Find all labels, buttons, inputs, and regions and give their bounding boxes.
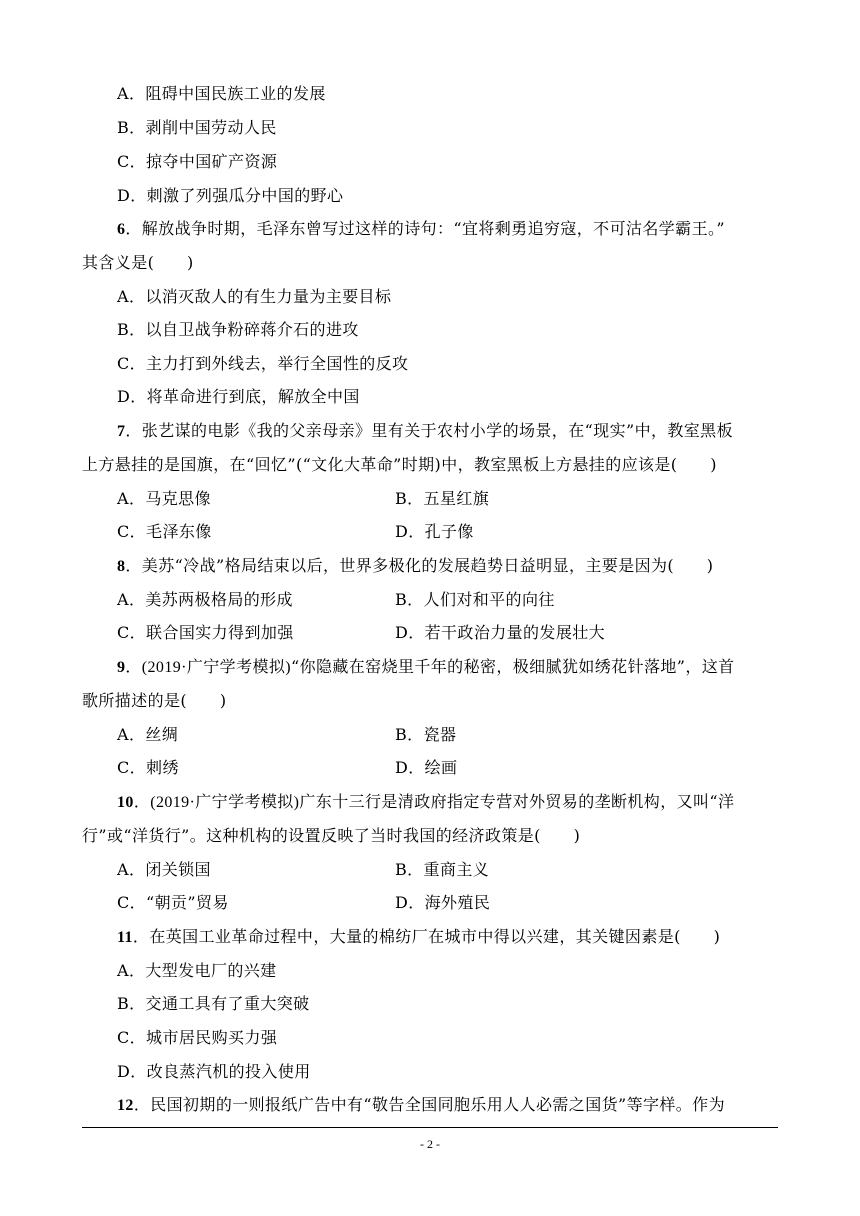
- q7-stem-line1: 7．张艺谋的电影《我的父亲母亲》里有关于农村小学的场景，在“现实”中，教室黑板: [117, 421, 733, 440]
- q7-option-b: B．五星红旗: [395, 489, 490, 508]
- q7-stem-line2: 上方悬挂的是国旗，在“回忆”(“文化大革命”时期)中，教室黑板上方悬挂的应该是( ): [82, 455, 717, 474]
- q7-option-c: C．毛泽东像: [117, 522, 212, 541]
- q11-option-d: D．改良蒸汽机的投入使用: [117, 1062, 311, 1081]
- q10-option-b: B．重商主义: [395, 860, 490, 879]
- q10-number: 10: [117, 794, 134, 811]
- q5-option-c: C．掠夺中国矿产资源: [117, 152, 278, 171]
- q5-option-d: D．刺激了列强瓜分中国的野心: [117, 186, 344, 205]
- q6-option-c: C．主力打到外线去，举行全国性的反攻: [117, 354, 409, 373]
- q8-stem-line1: 8．美苏“冷战”格局结束以后，世界多极化的发展趋势日益明显，主要是因为( ): [117, 556, 714, 575]
- q11-option-c: C．城市居民购买力强: [117, 1028, 278, 1047]
- q6-stem-line2: 其含义是( ): [82, 253, 194, 272]
- q9-option-c: C．刺绣: [117, 758, 179, 777]
- q10-option-c: C．“朝贡”贸易: [117, 893, 229, 912]
- q8-option-c: C．联合国实力得到加强: [117, 623, 294, 642]
- q10-source: ．(2019·广宁学考模拟): [133, 794, 300, 811]
- q8-option-d: D．若干政治力量的发展壮大: [395, 623, 606, 642]
- q10-option-d: D．海外殖民: [395, 893, 491, 912]
- q11-number: 11: [117, 929, 133, 946]
- q9-source: ．(2019·广宁学考模拟): [125, 659, 291, 676]
- footer-divider: [82, 1127, 778, 1128]
- q10-option-a: A．闭关锁国: [117, 860, 211, 879]
- q9-option-a: A．丝绸: [117, 725, 179, 744]
- q6-option-a: A．以消灭敌人的有生力量为主要目标: [117, 287, 392, 306]
- q10-stem-line2: 行”或“洋货行”。这种机构的设置反映了当时我国的经济政策是( ): [82, 826, 581, 845]
- q10-stem-line1: 10．(2019·广宁学考模拟)广东十三行是清政府指定专营对外贸易的垄断机构，又叫“洋: [117, 792, 735, 811]
- q11-stem-line1: 11．在英国工业革命过程中，大量的棉纺厂在城市中得以兴建，其关键因素是( ): [117, 927, 721, 946]
- q11-option-a: A．大型发电厂的兴建: [117, 961, 277, 980]
- q9-stem-line1: 9．(2019·广宁学考模拟)“你隐藏在窑烧里千年的秘密，极细腻犹如绣花针落地”，这首: [117, 657, 735, 676]
- q12-stem-line1: 12．民国初期的一则报纸广告中有“敬告全国同胞乐用人人必需之国货”等字样。作为: [117, 1095, 725, 1114]
- q8-option-b: B．人们对和平的向往: [395, 590, 555, 609]
- q5-option-b: B．剥削中国劳动人民: [117, 118, 277, 137]
- q7-number: 7: [117, 423, 126, 440]
- q7-option-a: A．马克思像: [117, 489, 211, 508]
- q5-option-a: A．阻碍中国民族工业的发展: [117, 84, 326, 103]
- q11-option-b: B．交通工具有了重大突破: [117, 994, 310, 1013]
- q6-number: 6: [117, 221, 126, 238]
- q9-option-b: B．瓷器: [395, 725, 457, 744]
- q6-option-d: D．将革命进行到底，解放全中国: [117, 387, 360, 406]
- q8-number: 8: [117, 558, 126, 575]
- page-number: - 2 -: [420, 1137, 440, 1151]
- q6-option-b: B．以自卫战争粉碎蒋介石的进攻: [117, 320, 359, 339]
- q7-option-d: D．孔子像: [395, 522, 474, 541]
- q9-option-d: D．绘画: [395, 758, 458, 777]
- q8-option-a: A．美苏两极格局的形成: [117, 590, 293, 609]
- q12-number: 12: [117, 1097, 134, 1114]
- q6-stem-line1: 6．解放战争时期，毛泽东曾写过这样的诗句：“宜将剩勇追穷寇，不可沽名学霸王。”: [117, 219, 725, 238]
- q9-stem-line2: 歌所描述的是( ): [82, 691, 227, 710]
- q9-number: 9: [117, 659, 126, 676]
